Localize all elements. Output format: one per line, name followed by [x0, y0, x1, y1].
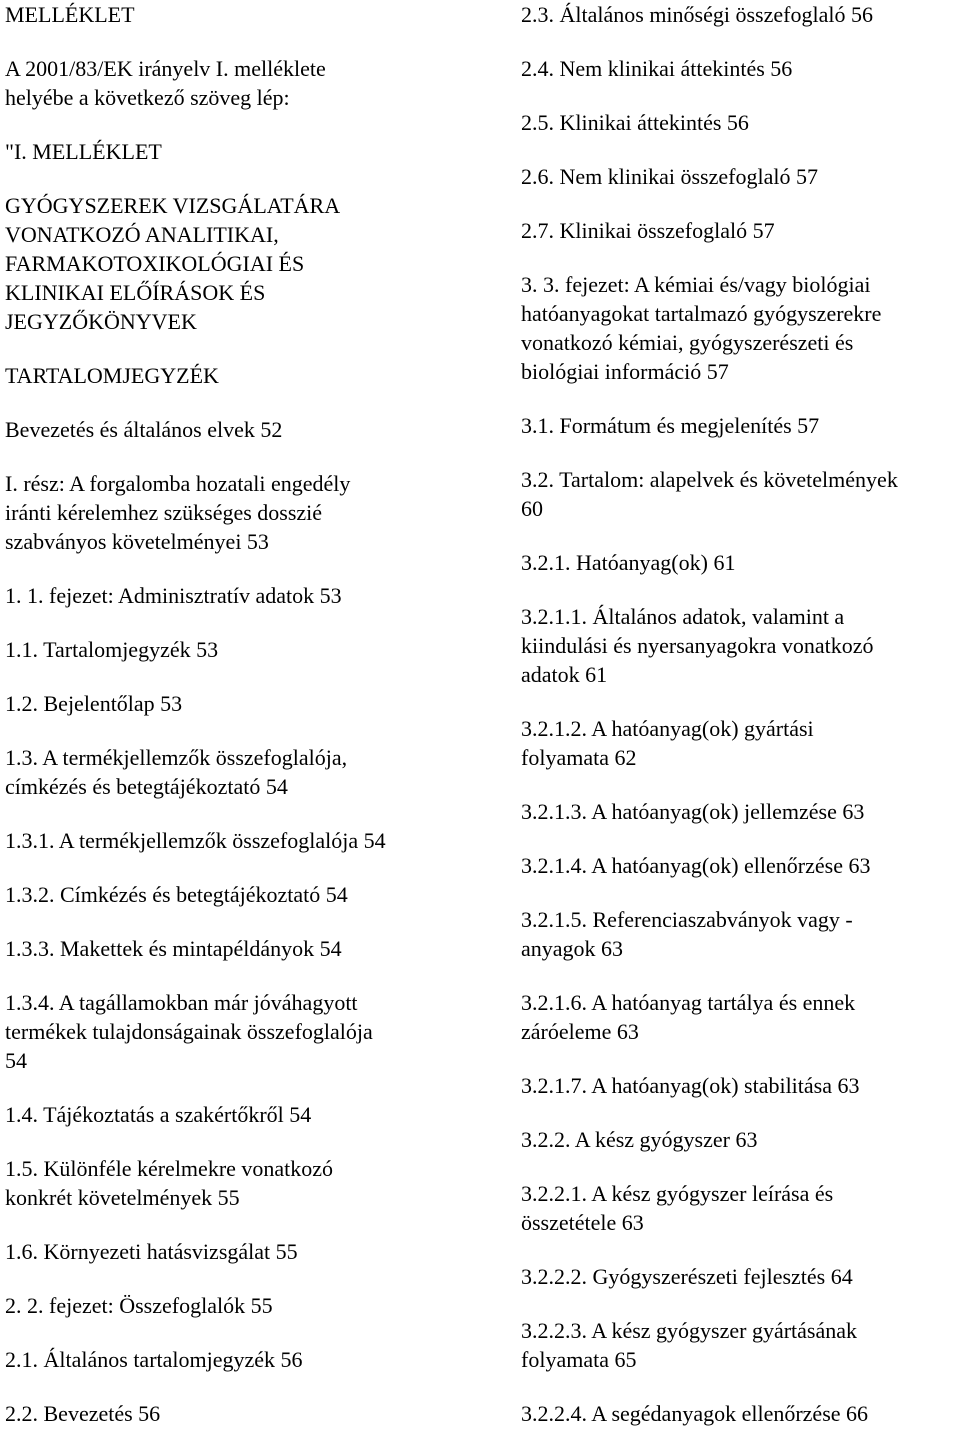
toc-entry-2-1: 2.1. Általános tartalomjegyzék 56 [5, 1347, 303, 1372]
toc-entry-1-3-4: 1.3.4. A tagállamokban már jóváhagyott termékek tulajdonságainak összefoglalója 54 [5, 990, 373, 1073]
toc-entry-3-2-2: 3.2.2. A kész gyógyszer 63 [521, 1127, 758, 1152]
toc-entry-1-2: 1.2. Bejelentőlap 53 [5, 691, 183, 716]
toc-entry-3-2-2-2: 3.2.2.2. Gyógyszerészeti fejlesztés 64 [521, 1264, 853, 1289]
toc-entry-1-1: 1.1. Tartalomjegyzék 53 [5, 637, 219, 662]
toc-entry-1-3-1: 1.3.1. A termékjellemzők összefoglalója 54 [5, 828, 386, 853]
toc-entry-module-1: 1. 1. fejezet: Adminisztratív adatok 53 [5, 583, 342, 608]
toc-entry-3-2-2-3: 3.2.2.3. A kész gyógyszer gyártásának folyamata 65 [521, 1318, 858, 1372]
toc-entry-3-2-2-4: 3.2.2.4. A segédanyagok ellenőrzése 66 [521, 1401, 869, 1426]
toc-entry-1-3: 1.3. A termékjellemzők összefoglalója, címkézés és betegtájékoztató 54 [5, 745, 348, 799]
annex-heading: MELLÉKLET [5, 2, 135, 27]
annex-i-heading: "I. MELLÉKLET [5, 139, 162, 164]
toc-entry-2-3: 2.3. Általános minőségi összefoglaló 56 [521, 2, 873, 27]
toc-entry-3-2-2-1: 3.2.2.1. A kész gyógyszer leírása és összetétele 63 [521, 1181, 834, 1235]
left-column [5, 0, 475, 1453]
toc-entry-2-7: 2.7. Klinikai összefoglaló 57 [521, 218, 775, 243]
directive-replacement-note: A 2001/83/EK irányelv I. melléklete helyébe a következő szöveg lép: [5, 56, 326, 110]
toc-entry-1-3-3: 1.3.3. Makettek és mintapéldányok 54 [5, 936, 342, 961]
toc-entry-1-5: 1.5. Különféle kérelmekre vonatkozó konkrét követelmények 55 [5, 1156, 334, 1210]
toc-entry-3-2-1-3: 3.2.1.3. A hatóanyag(ok) jellemzése 63 [521, 799, 865, 824]
toc-entry-3-2-1-5: 3.2.1.5. Referenciaszabványok vagy - anyagok 63 [521, 907, 853, 961]
toc-entry-part-i: I. rész: A forgalomba hozatali engedély iránti kérelemhez szükséges dosszié szabványos követelményei 53 [5, 471, 351, 554]
toc-entry-3-2-1: 3.2.1. Hatóanyag(ok) 61 [521, 550, 736, 575]
toc-entry-module-3: 3. 3. fejezet: A kémiai és/vagy biológiai hatóanyagokat tartalmazó gyógyszerekre vonatkozó kémiai, gyógyszerészeti és biológiai információ 57 [521, 272, 882, 384]
toc-entry-1-3-2: 1.3.2. Címkézés és betegtájékoztató 54 [5, 882, 348, 907]
toc-entry-2-5: 2.5. Klinikai áttekintés 56 [521, 110, 749, 135]
right-column [521, 0, 957, 1453]
toc-heading: TARTALOMJEGYZÉK [5, 363, 219, 388]
toc-entry-3-2-1-4: 3.2.1.4. A hatóanyag(ok) ellenőrzése 63 [521, 853, 871, 878]
toc-entry-3-1: 3.1. Formátum és megjelenítés 57 [521, 413, 820, 438]
toc-entry-1-6: 1.6. Környezeti hatásvizsgálat 55 [5, 1239, 298, 1264]
toc-entry-3-2-1-1: 3.2.1.1. Általános adatok, valamint a kiindulási és nyersanyagokra vonatkozó adatok 61 [521, 604, 874, 687]
toc-entry-2-4: 2.4. Nem klinikai áttekintés 56 [521, 56, 793, 81]
toc-entry-introduction: Bevezetés és általános elvek 52 [5, 417, 283, 442]
toc-entry-2-6: 2.6. Nem klinikai összefoglaló 57 [521, 164, 818, 189]
annex-title: GYÓGYSZEREK VIZSGÁLATÁRA VONATKOZÓ ANALITIKAI, FARMAKOTOXIKOLÓGIAI ÉS KLINIKAI ELŐÍRÁSOK ÉS JEGYZŐKÖNYVEK [5, 193, 341, 334]
toc-entry-3-2-1-7: 3.2.1.7. A hatóanyag(ok) stabilitása 63 [521, 1073, 860, 1098]
toc-entry-3-2-1-6: 3.2.1.6. A hatóanyag tartálya és ennek záróeleme 63 [521, 990, 856, 1044]
toc-entry-3-2: 3.2. Tartalom: alapelvek és követelmények 60 [521, 467, 898, 521]
toc-entry-1-4: 1.4. Tájékoztatás a szakértőkről 54 [5, 1102, 312, 1127]
toc-entry-module-2: 2. 2. fejezet: Összefoglalók 55 [5, 1293, 273, 1318]
toc-entry-3-2-1-2: 3.2.1.2. A hatóanyag(ok) gyártási folyamata 62 [521, 716, 814, 770]
toc-entry-2-2: 2.2. Bevezetés 56 [5, 1401, 161, 1426]
